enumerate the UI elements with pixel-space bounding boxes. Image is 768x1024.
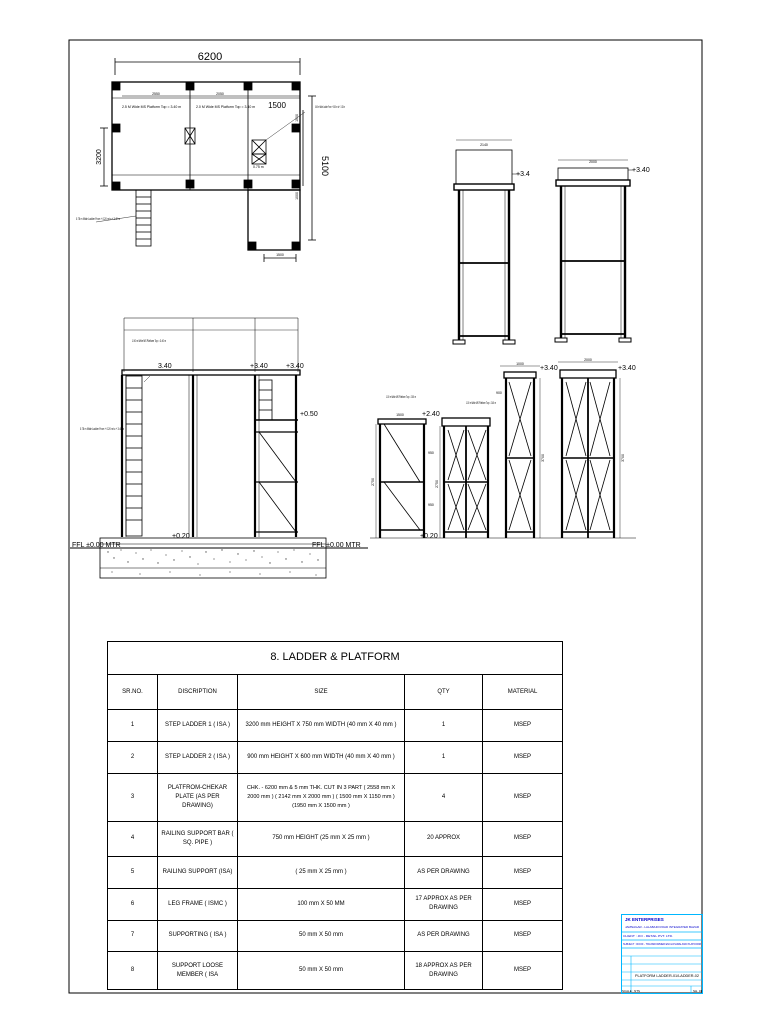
bom-cell-sr: 1 [108,710,158,742]
bom-cell-desc: RAILING SUPPORT (ISA) [158,857,238,889]
table-row [108,952,563,990]
table-row [108,888,563,920]
bom-cell-material: MSEP [483,920,563,952]
bom-cell-qty: 4 [405,773,483,821]
bom-cell-desc: LEG FRAME ( ISMC ) [158,888,238,920]
side-frame1-level: +2.40 [422,411,440,418]
side-frame1-seg1: 950 [428,451,434,455]
table-row [108,821,563,857]
side-elevations [370,362,636,538]
elevation-frames-top [453,140,634,344]
bom-cell-material: MSEP [483,710,563,742]
elev-left-width: 2140 [480,143,488,147]
plan-dim-c: 1500 [268,101,286,110]
bom-cell-sr: 5 [108,857,158,889]
front-platform-note: 1.50 m Wide MS Platform Top = 3.40 m [132,339,167,343]
side-note-b: 1.00 m Wide MS Platform Top = 2.40 m [466,401,497,405]
title-scale: SCALE : NTS [622,989,640,993]
side-frame4-level: +3.40 [618,365,636,372]
plan-view [96,58,316,262]
front-level-left: 3.40 [158,363,172,370]
bom-header-size: SIZE [238,674,405,710]
bom-cell-desc: SUPPORTING ( ISA ) [158,920,238,952]
front-level-right: +3.40 [286,363,304,370]
bom-cell-sr: 2 [108,741,158,773]
bom-cell-size: 900 mm HEIGHT X 600 mm WIDTH (40 mm X 40 mm ) [238,741,405,773]
elev-right-width: 2000 [589,160,597,164]
table-row [108,857,563,889]
front-ffl-right: FFL ±0.00 MTR [312,542,361,549]
title-sheet: SH. 01 [693,989,703,993]
bom-cell-material: MSEP [483,741,563,773]
bom-cell-size: 50 mm X 50 mm [238,920,405,952]
bom-header-material: MATERIAL [483,674,563,710]
front-level-base: +0.20 [172,533,190,540]
side-frame1-seg2: 950 [428,503,434,507]
bom-cell-sr: 3 [108,773,158,821]
bom-cell-qty: 20 APPROX [405,821,483,857]
title-block [621,914,703,994]
bom-cell-sr: 8 [108,952,158,990]
plan-left-height: 3200 [96,149,103,165]
table-row [108,920,563,952]
bom-cell-desc: RAILING SUPPORT BAR ( SQ. PIPE ) [158,821,238,857]
side-frame1-width: 1500 [396,413,404,417]
side-frame4-height: 3700 [621,454,625,462]
table-row [108,741,563,773]
bom-cell-material: MSEP [483,888,563,920]
side-note-a: 1.00 m Wide MS Platform Top = 2.00 m [386,395,417,399]
plan-right-height: 5100 [320,155,330,177]
side-frame3-height: 3700 [541,454,545,462]
bom-cell-material: MSEP [483,773,563,821]
bom-cell-sr: 4 [108,821,158,857]
bom-cell-material: MSEP [483,952,563,990]
title-project: JAMNAGAR - LALABADI ROAD INTEGRATED BAZAR [625,925,700,929]
plan-overall-dim: 6200 [197,51,223,63]
plan-right-mid: 1500 [295,114,299,122]
bom-title: 8. LADDER & PLATFORM [108,642,563,675]
front-ffl-left: FFL ±0.00 MTR [72,542,121,549]
bom-table [107,641,563,990]
bom-cell-size: CHK. - 6200 mm & 5 mm THK. CUT IN 3 PART ( 2558 mm X 2000 mm ) ( 2142 mm X 2000 mm ) ( 1500 mm X 1150 mm ) (1950 mm X 1500 mm ) [238,773,405,821]
front-elevation [122,318,300,537]
bom-cell-size: 3200 mm HEIGHT X 750 mm WIDTH (40 mm X 40 mm ) [238,710,405,742]
side-frame3-level: +3.40 [540,365,558,372]
plan-ladder-note-left: 0.75 m Wide Ladder From + 0.20 m to + 3.40 m [76,217,121,221]
bom-cell-desc: STEP LADDER 1 ( ISA ) [158,710,238,742]
bom-header-description: DISCRIPTION [158,674,238,710]
plan-ladder-note-right: 0.60 m Wide Ladder From + 0.50 m to + 3.20 m [315,105,346,109]
plan-right-lower: 1000 [295,192,299,200]
bom-cell-sr: 6 [108,888,158,920]
bom-cell-desc: PLATFROM-CHEKAR PLATE (AS PER DRAWING) [158,773,238,821]
title-client: CLIENT : JIO - RETAIL PVT. LTD. [623,934,674,938]
side-frame3-width: 1000 [516,362,524,366]
side-frame1-height: 2750 [371,478,375,486]
table-row [108,710,563,742]
elev-right-level: +3.40 [632,167,650,174]
plan-bottom-dim: 1500 [276,253,284,257]
title-subject: SUBJECT : ROOF - TRANSFORMER ENCLOSURE AND PLATFORM [623,942,702,946]
bom-cell-qty: AS PER DRAWING [405,857,483,889]
bom-cell-qty: AS PER DRAWING [405,920,483,952]
title-drawing-title: PLATFORM LADDER-01/LADDER-02 [635,974,700,978]
bom-header-qty: QTY [405,674,483,710]
bom-cell-desc: SUPPORT LOOSE MEMBER ( ISA [158,952,238,990]
bom-cell-size: 50 mm X 50 mm [238,952,405,990]
bom-header-srno: SR.NO. [108,674,158,710]
plan-dim-a: 2550 [152,92,160,96]
bom-cell-qty: 1 [405,741,483,773]
plan-note-a: 2.5 M Wide MS Platform Top = 3.40 m [122,105,182,109]
table-row [108,773,563,821]
side-frame2-height: 2750 [435,480,439,488]
side-frame3-top: 900 [496,391,502,395]
side-base-level: +0.20 [420,533,438,540]
elev-left-level: +3.4 [516,171,530,178]
bom-cell-qty: 17 APPROX AS PER DRAWING [405,888,483,920]
plan-note-b: 2.0 M Wide MS Platform Top = 3.40 m [196,105,256,109]
bom-cell-desc: STEP LADDER 2 ( ISA ) [158,741,238,773]
front-level-mid: +3.40 [250,363,268,370]
title-company: JK ENTERPRISES [625,917,664,922]
front-ladder-note: 0.75 m Wide Ladder From + 0.20 m to + 3.40 m [80,427,125,431]
bom-cell-size: 100 mm X 50 MM [238,888,405,920]
plan-dim-b: 2050 [216,92,224,96]
bom-cell-size: 750 mm HEIGHT (25 mm X 25 mm ) [238,821,405,857]
bom-cell-qty: 18 APPROX AS PER DRAWING [405,952,483,990]
bom-cell-qty: 1 [405,710,483,742]
plan-stair-note: 0.75 m [253,165,264,169]
side-frame4-width: 2000 [584,358,592,362]
bom-header-row [108,674,563,710]
bom-cell-size: ( 25 mm X 25 mm ) [238,857,405,889]
bom-cell-material: MSEP [483,821,563,857]
front-level-step: +0.50 [300,411,318,418]
bom-cell-sr: 7 [108,920,158,952]
bom-cell-material: MSEP [483,857,563,889]
